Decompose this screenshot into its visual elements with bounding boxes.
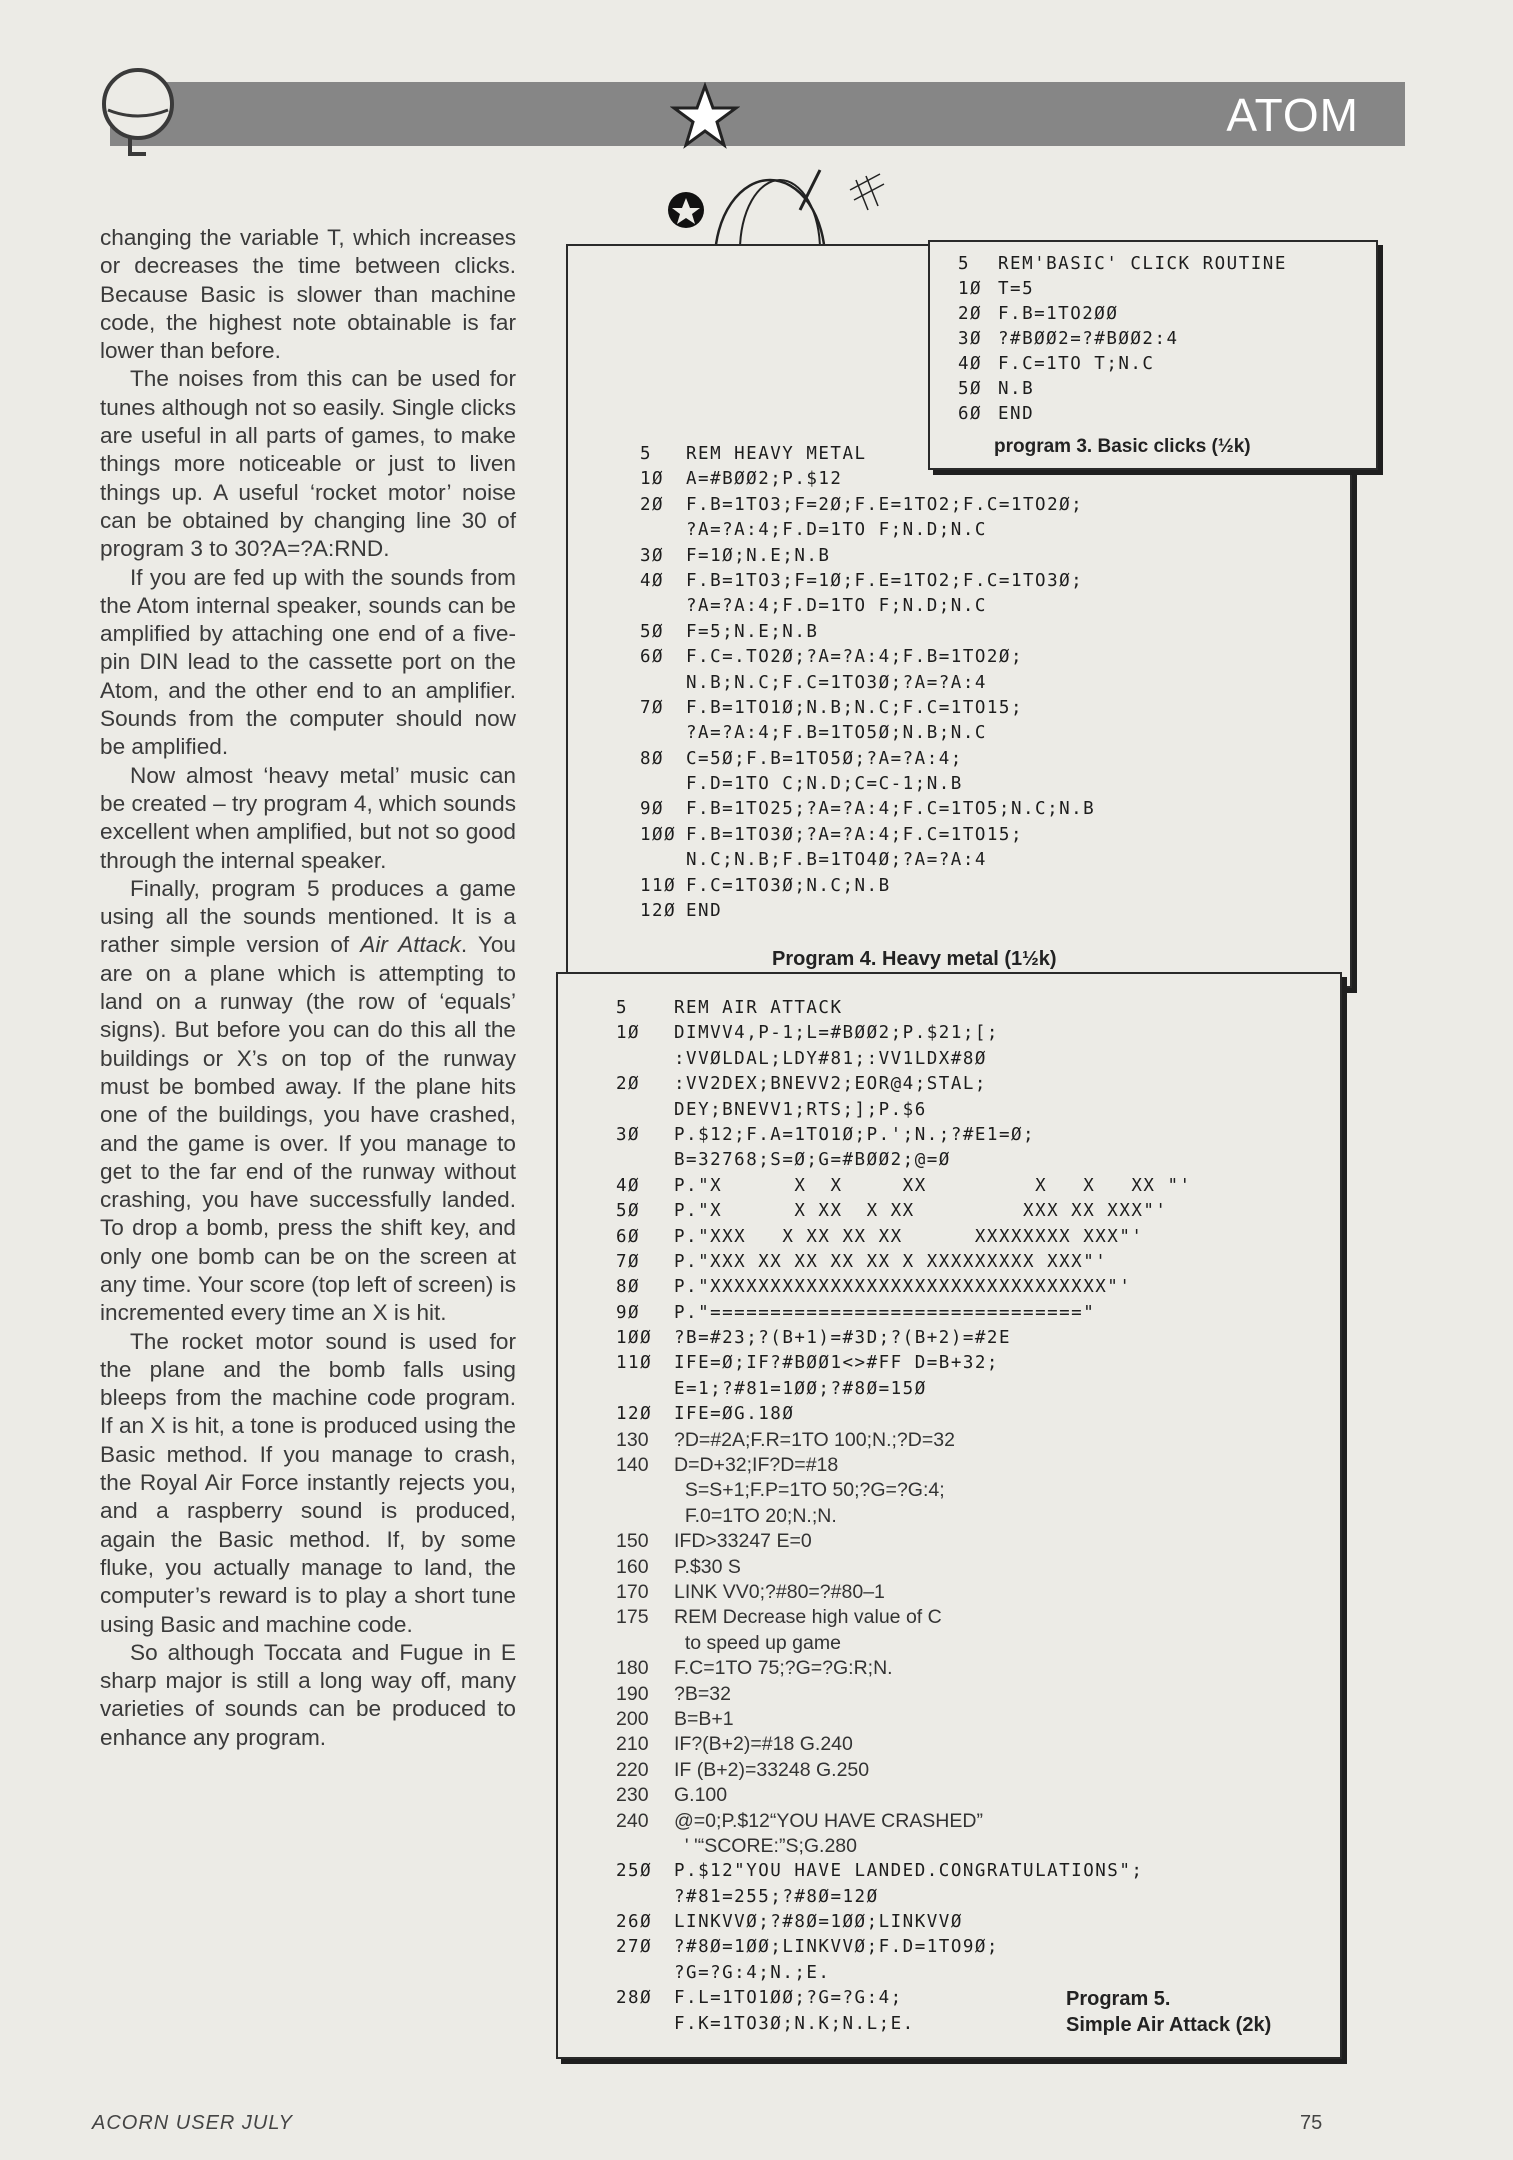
code-line [616,1910,1192,1935]
magazine-footer: ACORN USER JULY [92,2112,293,2134]
code-line [640,772,1095,797]
code-line [616,1402,1192,1427]
line-number: 140 [616,1454,649,1477]
code-line [616,1021,1192,1046]
code-line [958,377,1287,402]
code-text: IFE=ØG.18Ø [674,1404,795,1425]
line-number: 5 [640,444,653,464]
code-text: N.B [998,379,1035,399]
program-5-listing [556,972,1342,2059]
code-line [616,1123,1192,1148]
program-5-caption-subtitle: Simple Air Attack (2k) [1066,2014,1272,2036]
code-text: IFE=Ø;IF?#BØØ1<>#FF D=B+32; [674,1353,999,1374]
paragraph: So although Toccata and Fugue in E sharp major is still a long way off, many varieties of sounds can be produced to enhance any program. [100,1639,516,1750]
code-line [640,467,1095,492]
line-number: 1ØØ [616,1328,653,1349]
code-text: REM Decrease high value of C [674,1606,942,1629]
code-line [616,1758,1192,1783]
code-line [616,1351,1192,1376]
line-number: 1Ø [958,279,983,299]
code-text: F.L=1TO1ØØ;?G=?G:4; [674,1988,903,2009]
code-text: ?A=?A:4;F.B=1TO5Ø;N.B;N.C [686,723,987,744]
code-line [616,1580,1192,1605]
code-line [640,493,1095,518]
code-line [958,277,1287,302]
code-line [616,1250,1192,1275]
code-text: F.D=1TO C;N.D;C=C-1;N.B [686,774,963,795]
line-number: 6Ø [640,647,665,668]
code-line [616,1478,1192,1503]
line-number: 9Ø [616,1302,641,1323]
code-text: P."===============================" [674,1302,1096,1323]
line-number [640,594,686,619]
code-line [616,1707,1192,1732]
line-number: 1Ø [640,469,665,490]
code-text: LINK VV0;?#80=?#80–1 [674,1580,885,1603]
line-number: 220 [616,1758,649,1781]
line-number: 3Ø [640,545,665,566]
code-line [616,1174,1192,1199]
line-number [616,2012,674,2037]
article-column [100,224,516,1752]
code-text: F.B=1TO3Ø;?A=?A:4;F.C=1TO15; [686,824,1024,845]
code-line [640,671,1095,696]
line-number: 130 [616,1428,649,1451]
code-text: DIMVV4,P-1;L=#BØØ2;P.$21;[; [674,1023,999,1044]
paragraph [100,875,516,1328]
code-line [958,252,1287,277]
program-3-listing [928,240,1378,470]
line-number: 5 [616,998,629,1018]
line-number: 8Ø [640,748,665,769]
code-text: P."XXXXXXXXXXXXXXXXXXXXXXXXXXXXXXXXX"' [674,1277,1132,1298]
line-number: 12Ø [640,901,677,922]
acorn-logo-icon [100,62,180,158]
line-number: 180 [616,1657,649,1680]
code-line [616,1098,1192,1123]
code-text: P."XXX XX XX XX XX X XXXXXXXXX XXX"' [674,1251,1108,1272]
code-text: A=#BØØ2;P.$12 [686,469,843,490]
code-text: G.100 [674,1784,728,1807]
code-line [640,544,1095,569]
paragraph-text: Finally, program 5 produces a game using all the sounds mentioned. It is a rather simple version of [100,875,516,958]
line-number [616,1504,674,1529]
line-number: 6Ø [958,404,983,424]
line-number: 150 [616,1530,649,1553]
code-line [616,1783,1192,1808]
code-text: ?A=?A:4;F.D=1TO F;N.D;N.C [686,596,987,617]
code-line [616,1072,1192,1097]
line-number: 6Ø [616,1226,641,1247]
line-number: 5Ø [958,379,983,399]
program-3-caption: program 3. Basic clicks (½k) [994,436,1251,457]
line-number [640,671,686,696]
code-line [616,1809,1192,1834]
code-line [616,1885,1192,1910]
line-number [616,1377,674,1402]
code-text: IFD>33247 E=0 [674,1530,812,1553]
line-number [616,1631,674,1656]
line-number: 4Ø [958,354,983,374]
code-text: ' '“SCORE:”S;G.280 [674,1834,857,1857]
code-line [958,402,1287,427]
code-text: F=1Ø;N.E;N.B [686,545,831,566]
program-5-caption [1066,1986,1271,2038]
code-line [616,1961,1192,1986]
code-line [640,696,1095,721]
code-text: REM'BASIC' CLICK ROUTINE [998,254,1287,274]
line-number [616,1098,674,1123]
code-line [640,848,1095,873]
line-number: 170 [616,1580,649,1603]
code-line [616,1605,1192,1630]
code-line [958,352,1287,377]
code-line [640,721,1095,746]
line-number [616,1885,674,1910]
paragraph: The noises from this can be used for tunes although not so easily. Single clicks are useful in all parts of games, to make things more noticeable or just to liven things up. A useful ‘rocket motor’ noise can be obtained by changing line 30 of program 3 to 30?A=?A:RND. [100,366,516,562]
code-text: :VVØLDAL;LDY#81;:VV1LDX#8Ø [674,1048,987,1069]
line-number: 230 [616,1784,649,1807]
code-text: REM HEAVY METAL [686,444,867,464]
line-number: 26Ø [616,1912,653,1933]
code-text: S=S+1;F.P=1TO 50;?G=?G:4; [674,1479,945,1502]
code-text: REM AIR ATTACK [674,998,843,1018]
code-text: END [686,901,723,922]
line-number: 1Ø [616,1023,641,1044]
code-line [958,327,1287,352]
code-text: ?D=#2A;F.R=1TO 100;N.;?D=32 [674,1428,955,1451]
code-line [616,1529,1192,1554]
code-text: ?#81=255;?#8Ø=12Ø [674,1886,879,1907]
line-number: 1ØØ [640,824,677,845]
program-5-caption-title: Program 5. [1066,1988,1171,2010]
code-text: DEY;BNEVV1;RTS;];P.$6 [674,1099,927,1120]
code-text: F.C=1TO T;N.C [998,354,1155,374]
line-number: 2Ø [616,1074,641,1095]
code-text: N.B;N.C;F.C=1TO3Ø;?A=?A:4 [686,672,987,693]
code-text: B=32768;S=Ø;G=#BØØ2;@=Ø [674,1150,951,1171]
code-line [616,1935,1192,1960]
section-banner [110,82,1405,146]
code-line [616,1199,1192,1224]
star-icon [670,82,740,152]
code-text: P.$12"YOU HAVE LANDED.CONGRATULATIONS"; [674,1861,1144,1882]
line-number: 4Ø [616,1175,641,1196]
code-text: to speed up game [674,1631,841,1654]
line-number: 3Ø [958,329,983,349]
code-line [616,1504,1192,1529]
code-line [616,1148,1192,1173]
code-line [616,1326,1192,1351]
line-number: 25Ø [616,1861,653,1882]
line-number: 175 [616,1606,649,1629]
code-line [616,1301,1192,1326]
code-line [616,1225,1192,1250]
code-text: F.0=1TO 20;N.;N. [674,1504,837,1527]
code-text: LINKVVØ;?#8Ø=1ØØ;LINKVVØ [674,1912,963,1933]
code-text: F.B=1TO1Ø;N.B;N.C;F.C=1TO15; [686,697,1024,718]
code-text: ?B=#23;?(B+1)=#3D;?(B+2)=#2E [674,1328,1012,1349]
code-text: F.B=1TO3;F=1Ø;F.E=1TO2;F.C=1TO3Ø; [686,570,1084,591]
code-text: N.C;N.B;F.B=1TO4Ø;?A=?A:4 [686,850,987,871]
code-line [640,569,1095,594]
program-4-caption: Program 4. Heavy metal (1½k) [772,948,1057,970]
line-number: 3Ø [616,1124,641,1145]
line-number: 7Ø [616,1251,641,1272]
code-text: F.K=1TO3Ø;N.K;N.L;E. [674,2013,915,2034]
line-number: 5Ø [640,621,665,642]
code-line [640,823,1095,848]
code-text: F.B=1TO25;?A=?A:4;F.C=1TO5;N.C;N.B [686,799,1096,820]
code-text: F=5;N.E;N.B [686,621,819,642]
line-number: 12Ø [616,1404,653,1425]
line-number: 5Ø [616,1201,641,1222]
code-text: IF?(B+2)=#18 G.240 [674,1733,853,1756]
code-text: IF (B+2)=33248 G.250 [674,1758,870,1781]
code-text: @=0;P.$12“YOU HAVE CRASHED” [674,1809,983,1832]
line-number: 2Ø [640,494,665,515]
line-number: 160 [616,1555,649,1578]
code-line [616,1859,1192,1884]
code-line [616,1732,1192,1757]
paragraph-text: . You are on a plane which is attempting to land on a runway (the row of ‘equals’ signs). But before you can do this all the buildings or X’s on top of the runway must be bombed away. If the plane hits one of the buildings, you have crashed, and the game is over. If you manage to get to the far end of the runway without crashing, you have successfully landed. To drop a bomb, press the shift key, and only one bomb can be on the screen at any time. Your score (top left of screen) is incremented every time an X is hit. [100,932,516,1326]
code-text: B=B+1 [674,1707,734,1730]
code-line [616,1275,1192,1300]
paragraph: changing the variable T, which increases or decreases the time between clicks. Because Basic is slower than machine code, the highest note obtainable is far lower than before. [100,225,516,364]
code-text: P."X X XX X XX XXX XX XXX"' [674,1201,1168,1222]
code-line [616,1834,1192,1859]
line-number [616,1478,674,1503]
code-text: P."XXX X XX XX XX XXXXXXXX XXX"' [674,1226,1144,1247]
code-text: ?#BØØ2=?#BØØ2:4 [998,329,1179,349]
line-number: 8Ø [616,1277,641,1298]
code-line [640,874,1095,899]
code-text: D=D+32;IF?D=#18 [674,1454,839,1477]
line-number: 210 [616,1733,649,1756]
code-line [616,1656,1192,1681]
code-text: END [998,404,1035,424]
code-line [958,302,1287,327]
line-number: 28Ø [616,1988,653,2009]
code-text: :VV2DEX;BNEVV2;EOR@4;STAL; [674,1074,987,1095]
line-number: 7Ø [640,697,665,718]
code-text: F.B=1TO2ØØ [998,304,1119,324]
code-text: T=5 [998,279,1035,299]
code-line [616,1428,1192,1453]
line-number: 11Ø [640,875,677,896]
code-text: F.C=.TO2Ø;?A=?A:4;F.B=1TO2Ø; [686,647,1024,668]
line-number: 9Ø [640,799,665,820]
paragraph: If you are fed up with the sounds from the Atom internal speaker, sounds can be amplified by attaching one end of a five-pin DIN lead to the cassette port on the Atom, and the other end to an amplifier. Sounds from the computer should now be amplified. [100,564,516,760]
line-number: 4Ø [640,570,665,591]
code-text: ?A=?A:4;F.D=1TO F;N.D;N.C [686,520,987,541]
line-number [640,848,686,873]
line-number [616,1834,674,1859]
code-line [640,518,1095,543]
code-line [616,1377,1192,1402]
line-number [616,1148,674,1173]
line-number: 11Ø [616,1353,653,1374]
line-number [616,1047,674,1072]
code-line [640,797,1095,822]
code-line [640,899,1095,924]
code-line [616,996,1192,1021]
line-number: 190 [616,1682,649,1705]
code-text: E=1;?#81=1ØØ;?#8Ø=15Ø [674,1378,927,1399]
line-number [640,721,686,746]
page-number: 75 [1300,2112,1323,2134]
code-text: F.B=1TO3;F=2Ø;F.E=1TO2;F.C=1TO2Ø; [686,494,1084,515]
code-line [640,620,1095,645]
code-line [616,1682,1192,1707]
code-text: P.$30 S [674,1555,741,1578]
code-line [616,1047,1192,1072]
code-text: ?B=32 [674,1682,731,1705]
code-line [640,645,1095,670]
code-text: ?G=?G:4;N.;E. [674,1962,831,1983]
code-text: P."X X X XX X X XX "' [674,1175,1192,1196]
line-number: 5 [958,254,971,274]
line-number: 27Ø [616,1937,653,1958]
line-number [616,1961,674,1986]
code-text: C=5Ø;F.B=1TO5Ø;?A=?A:4; [686,748,963,769]
line-number [640,772,686,797]
code-line [616,1453,1192,1478]
code-text: F.C=1TO3Ø;N.C;N.B [686,875,891,896]
paragraph: The rocket motor sound is used for the plane and the bomb falls using bleeps from the machine code program. If an X is hit, a tone is produced using the Basic method. If you manage to crash, the Royal Air Force instantly rejects you, and a raspberry sound is produced, again the Basic method. If, by some fluke, you actually manage to land, the computer’s reward is to play a short tune using Basic and machine code. [100,1328,516,1637]
paragraph: Now almost ‘heavy metal’ music can be created – try program 4, which sounds excellent when amplified, but not so good through the internal speaker. [100,762,516,873]
code-line [616,1631,1192,1656]
line-number: 2Ø [958,304,983,324]
code-line [640,594,1095,619]
code-line [640,747,1095,772]
section-title: ATOM [1226,89,1359,141]
code-text: ?#8Ø=1ØØ;LINKVVØ;F.D=1TO9Ø; [674,1937,999,1958]
code-text: P.$12;F.A=1TO1Ø;P.';N.;?#E1=Ø; [674,1124,1036,1145]
code-text: F.C=1TO 75;?G=?G:R;N. [674,1657,893,1680]
game-title: Air Attack [360,932,461,958]
line-number [640,518,686,543]
line-number: 240 [616,1809,649,1832]
code-line [616,1555,1192,1580]
line-number: 200 [616,1707,649,1730]
